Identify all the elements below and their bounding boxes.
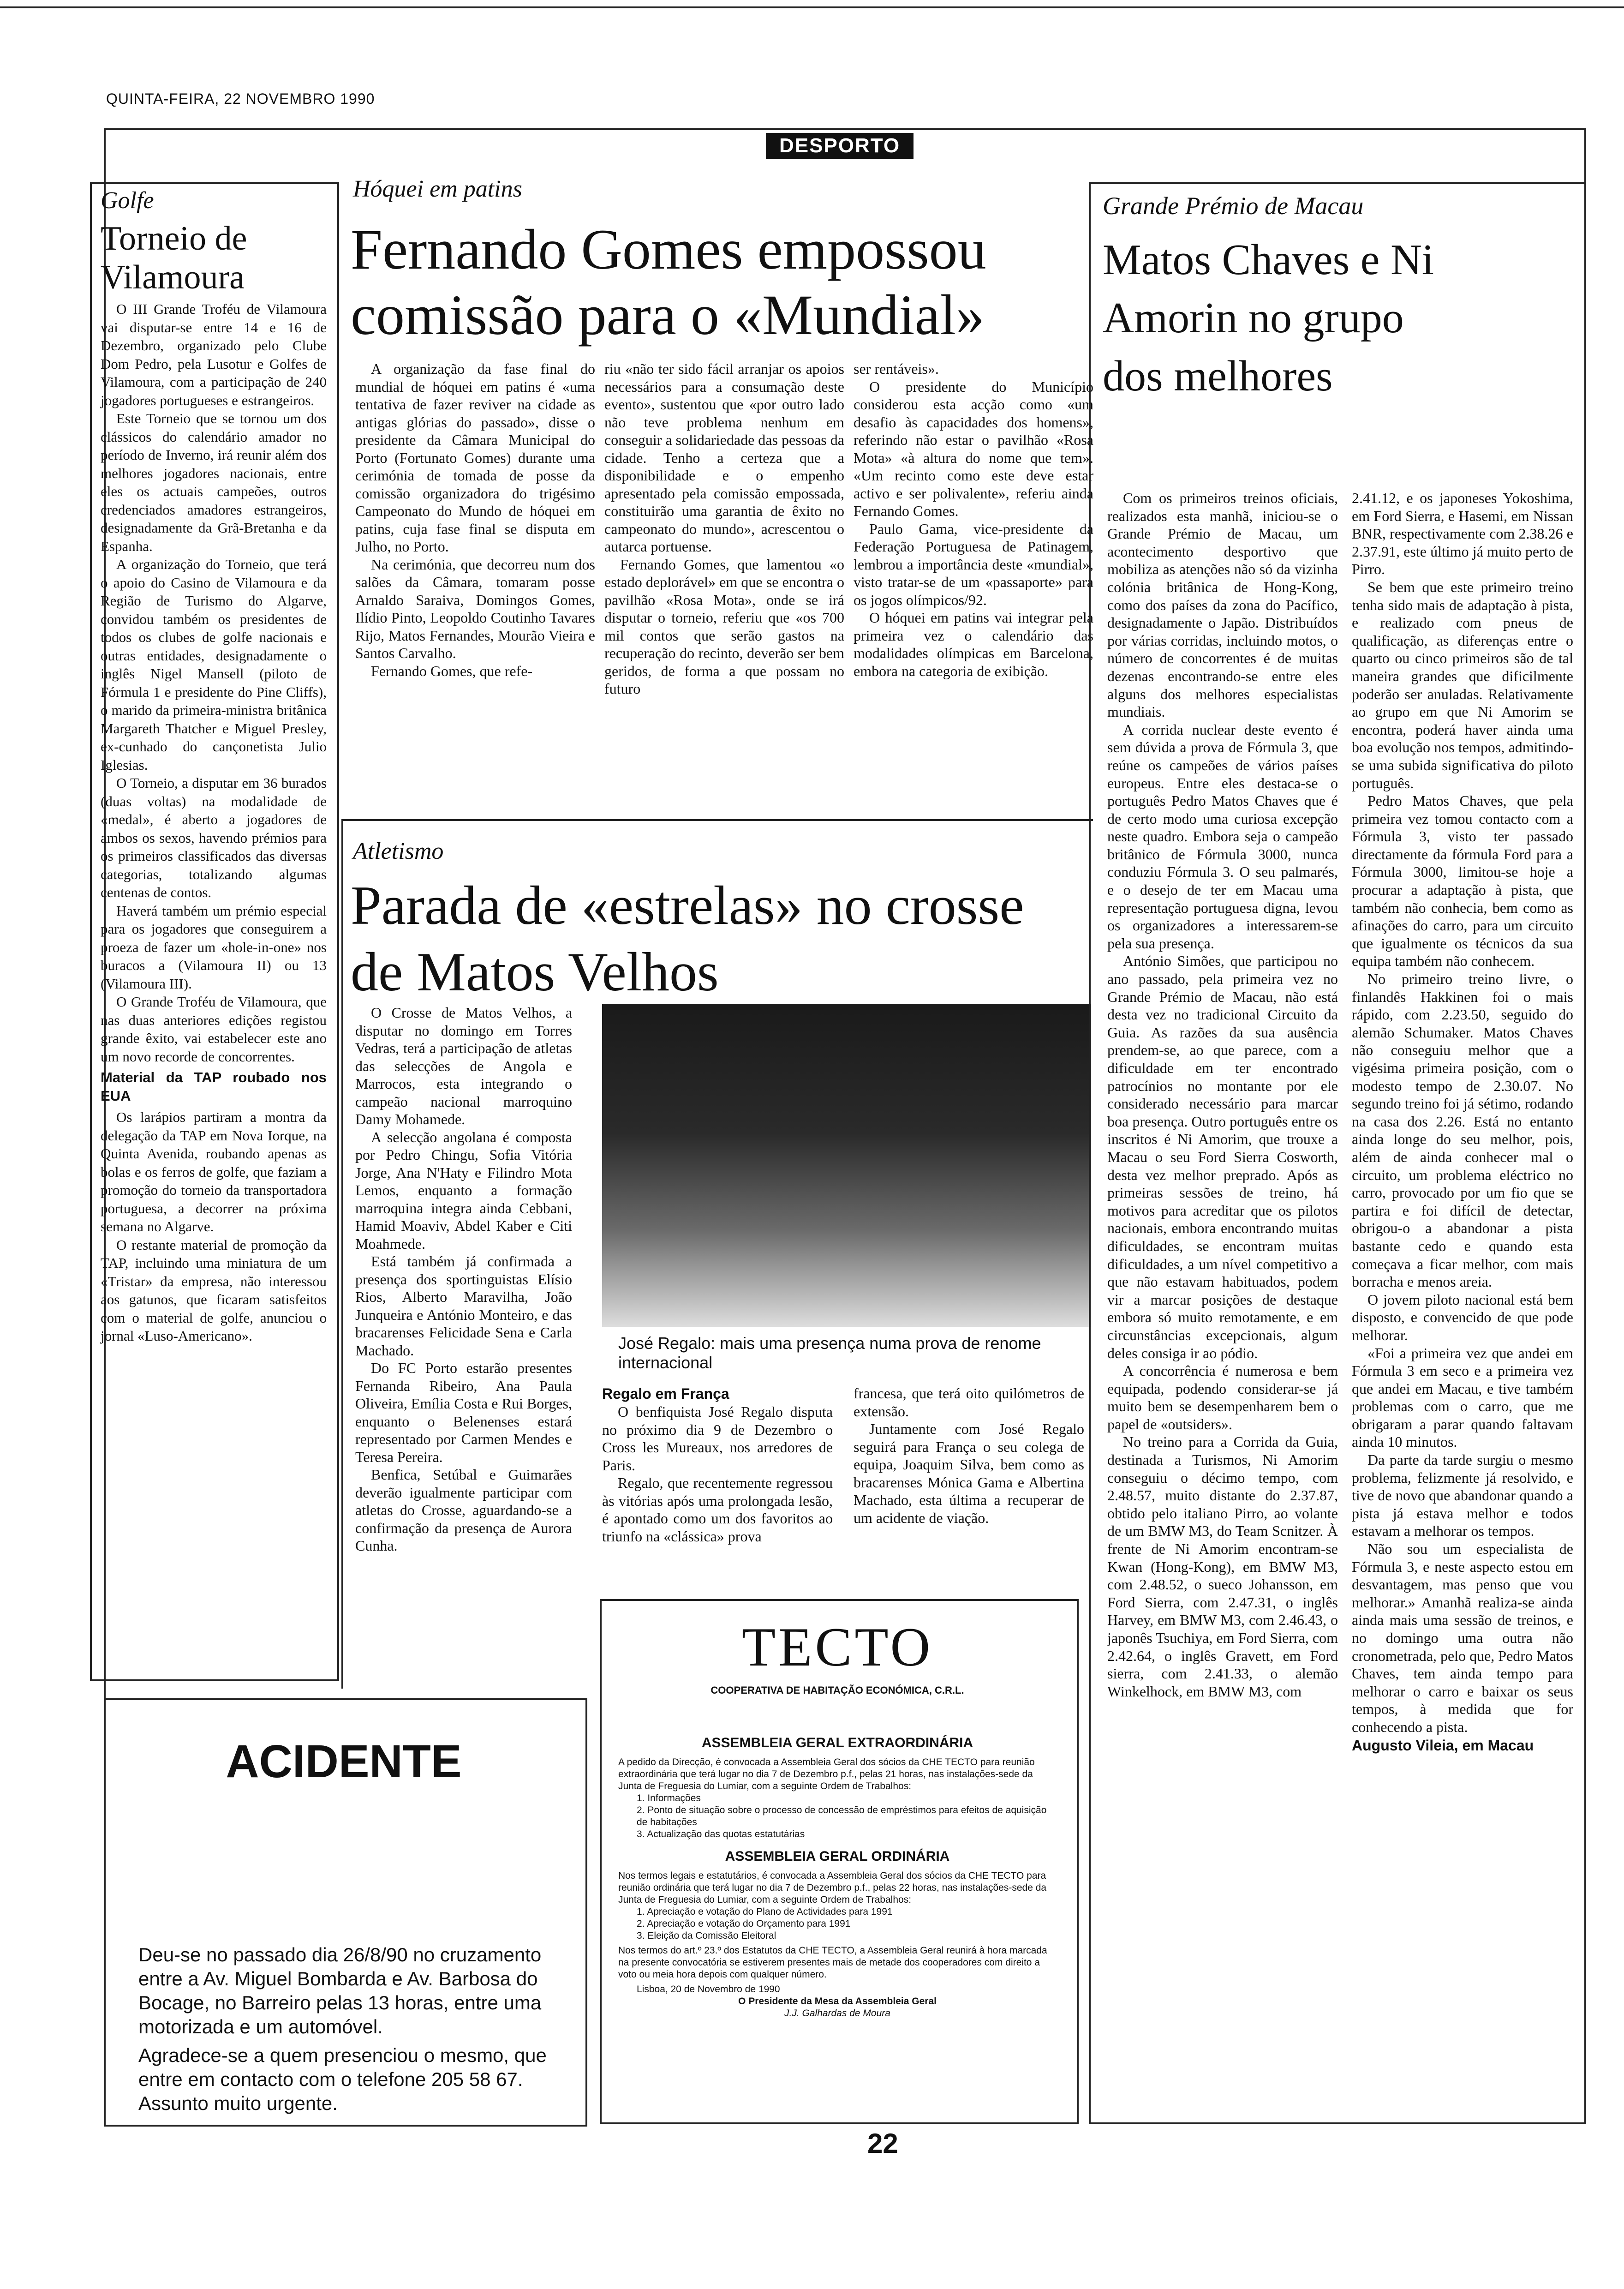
golfe-p: O Torneio, a disputar em 36 burados (duas voltas) na modalidade de «medal», é aberto a jogadores de ambos os sexos, havendo prémios para os primeiros classificados das diversas categorias, totalizando algumas centenas de contos.: [101, 775, 327, 900]
hoquei-p: riu «não ter sido fácil arranjar os apoios necessários para a consumação deste evento», sustentou que «por outro lado não teve problema nenhum em conseguir a solidariedade das pessoas da cidade. Tenho a certeza que a disponibilidade e o empenho apresentado pela comissão empossada, constituirão uma garantia de êxito no campeonato do mundo», acrescentou o autarca portuense.: [604, 360, 844, 555]
acidente-body: [138, 1943, 554, 2115]
tecto-item: 1. Informações: [637, 1793, 701, 1804]
golfe-p: Haverá também um prémio especial para os jogadores que conseguirem a proeza de fazer um «hole-in-one» nos buracos a (Vilamoura II) ou 13 (Vilamoura III).: [101, 902, 327, 992]
atletismo-p: Do FC Porto estarão presentes Fernanda Ribeiro, Ana Paula Oliveira, Emília Costa e Rui Borges, enquanto o Belenenses estará representado por Carmen Mendes e Teresa Pereira.: [355, 1360, 572, 1465]
tecto-h1: ASSEMBLEIA GERAL EXTRAORDINÁRIA: [701, 1735, 973, 1750]
golfe-headline: Torneio de Vilamoura: [101, 220, 247, 296]
macau-p: Se bem que este primeiro treino tenha sido mais de adaptação à pista, e realizado com pneus de qualificação, as diferenças entre o quarto ou cinco primeiros são de tal maneira grandes que dificilmente poderão ser anuladas. Relativamente ao grupo em que Ni Amorim se encontra, poderá haver ainda uma boa evolução nos tempos, admitindo-se uma subida significativa do piloto português.: [1352, 578, 1573, 791]
golfe-subhead: Material da TAP roubado nos EUA: [101, 1069, 327, 1104]
photo-caption: José Regalo: mais uma presença numa prova de renome internacional: [618, 1334, 1041, 1372]
golfe-p: O restante material de promoção da TAP, incluindo uma miniatura de um «Tristar» da empresa, não interessou aos gatunos, que ficaram satisfeitos com o material de golfe, anunciou o jornal «Luso-Americano».: [101, 1236, 327, 1344]
tecto-sig1: O Presidente da Mesa da Assembleia Geral: [738, 1996, 937, 2007]
acidente-text: Deu-se no passado dia 26/8/90 no cruzamento entre a Av. Miguel Bombarda e Av. Barbosa do Bocage, no Barreiro pelas 13 horas, entre uma motorizada e um automóvel.: [138, 1944, 542, 2037]
hoquei-col2: [604, 360, 844, 698]
tecto-sig2: J.J. Galhardas de Moura: [784, 2008, 890, 2019]
page-number: 22: [867, 2128, 898, 2159]
macau-byline: Augusto Vileia, em Macau: [1352, 1737, 1534, 1754]
tecto-item: 2. Ponto de situação sobre o processo de concessão de empréstimos para efeitos de aquisição de habitações: [637, 1805, 1047, 1828]
regalo-subhead: Regalo em França: [602, 1385, 729, 1402]
atletismo-p: Benfica, Setúbal e Guimarães deverão igualmente participar com atletas do Crosse, aguardando-se a confirmação da presença de Aurora Cunha.: [355, 1466, 572, 1554]
hoquei-p: Na cerimónia, que decorreu num dos salões da Câmara, tomaram posse Arnaldo Saraiva, Domingos Gomes, Ilídio Pinto, Leopoldo Coutinho Tavares Rijo, Matos Fernandes, Mourão Vieira e Santos Carvalho.: [355, 556, 595, 661]
macau-p: Da parte da tarde surgiu o mesmo problema, felizmente já resolvido, e tive de novo que abandonar quando a pista já estava melhor e todos estavam a melhorar os tempos.: [1352, 1451, 1573, 1540]
dateline: QUINTA-FEIRA, 22 NOVEMBRO 1990: [106, 90, 375, 107]
golfe-kicker: Golfe: [101, 187, 154, 214]
hoquei-p: O presidente do Município considerou esta acção como «um desafio às capacidades dos homens», referindo não estar o pavilhão «Rosa Mota» «à altura do nome que tem». «Um recinto como este deve estar activo e ser polivalente», referiu ainda Fernando Gomes.: [854, 378, 1093, 519]
macau-p: Com os primeiros treinos oficiais, realizados esta manhã, iniciou-se o Grande Prémio de Macau, um acontecimento desportivo que mobiliza as atenções não só da vizinha colónia britânica de Hong-Kong, como dos países da zona do Pacífico, designadamente o Japão. Distribuídos por várias corridas, incluindo motos, o número de concorrentes é de muitas dezenas encontrando-se entre eles alguns dos melhores especialistas mundiais.: [1107, 490, 1338, 720]
atletismo-col1: [355, 1004, 572, 1555]
tecto-item: 2. Apreciação e votação do Orçamento para 1991: [637, 1918, 851, 1929]
tecto-p1: A pedido da Direcção, é convocada a Assembleia Geral dos sócios da CHE TECTO para reunião extraordinária que terá lugar no dia 7 de Dezembro p.f., pelas 21 horas, nas instalações-sede da Junta de Freguesia do Lumiar, com a seguinte Ordem de Trabalhos:: [618, 1757, 1035, 1792]
macau-p: A corrida nuclear deste evento é sem dúvida a prova de Fórmula 3, que reúne os campeões de vários países europeus. Entre eles destaca-se o português Pedro Matos Chaves que é de certo modo uma curiosa excepção neste quadro. Embora seja o campeão britânico de Fórmula 3000, nunca conduziu Fórmula 3. O seu palmarés, e o desejo de ter em Macau uma representação portuguesa digna, levou os organizadores a interessarem-se pela sua presença.: [1107, 721, 1338, 952]
hoquei-headline: Fernando Gomes empossou comissão para o «Mundial»: [351, 218, 986, 347]
hoquei-kicker: Hóquei em patins: [353, 176, 522, 202]
atletismo-p: O Crosse de Matos Velhos, a disputar no domingo em Torres Vedras, terá a participação de atletas das selecções de Angola e Marrocos, esta integrando o campeão nacional marroquino Damy Mohamede.: [355, 1004, 572, 1127]
section-label: DESPORTO: [766, 133, 914, 159]
macau-col2: [1352, 489, 1573, 1755]
tecto-item: 3. Actualização das quotas estatutárias: [637, 1829, 805, 1840]
macau-p: No treino para a Corrida da Guia, destinada a Turismos, Ni Amorim conseguiu o décimo tempo, com 2.48.57, muito distante do 2.37.87, obtido pelo italiano Pirro, ao volante de um BMW M3, do Team Scnitzer. À frente de Ni Amorim encontram-se Kwan (Hong-Kong), em BMW M3, com 2.48.52, o sueco Johansson, em Ford Sierra, com 2.47.31, o inglês Harvey, em BMW M3, com 2.46.43, o japonês Tsuchiya, em Ford Sierra, com 2.42.64, o inglês Gravett, em Ford sierra, com 2.41.33, o alemão Winkelhock, em BMW M3, com: [1107, 1433, 1338, 1700]
golfe-p: Este Torneio que se tornou um dos clássicos do calendário amador no período de Inverno, irá reunir além dos melhores jogadores nacionais, entre eles os actuais campeões, outros credenciados amadores estrangeiros, designadamente da Grã-Bretanha e da Espanha.: [101, 410, 327, 554]
tecto-date: Lisboa, 20 de Novembro de 1990: [637, 1984, 780, 1995]
atletismo-p: francesa, que terá oito quilómetros de extensão.: [854, 1385, 1084, 1420]
macau-p: 2.41.12, e os japoneses Yokoshima, em Ford Sierra, e Hasemi, em Nissan BNR, respectivamente com 2.38.26 e 2.37.91, este último já muito perto de Pirro.: [1352, 490, 1573, 578]
atletismo-col2: [602, 1384, 833, 1545]
golfe-p: O III Grande Troféu de Vilamoura vai disputar-se entre 14 e 16 de Dezembro, organizado pelo Clube Dom Pedro, pela Lusotur e Golfes de Vilamoura, com a participação de 240 jogadores portugueses e estrangeiros.: [101, 301, 327, 408]
tecto-body: [618, 1735, 1057, 2019]
hoquei-col3: [854, 360, 1093, 680]
atletismo-p: O benfiquista José Regalo disputa no próximo dia 9 de Dezembro o Cross les Mureaux, nos arredores de Paris.: [602, 1403, 833, 1474]
hoquei-p: Fernando Gomes, que refe-: [371, 662, 533, 679]
tecto-p2: Nos termos legais e estatutários, é convocada a Assembleia Geral dos sócios da CHE TECTO para reunião ordinária que terá lugar no dia 7 de Dezembro p.f., pelas 22 horas, nas instalações-sede da Junta de Freguesia do Lumiar, com a seguinte Ordem de Trabalhos:: [618, 1870, 1047, 1905]
tecto-item: 3. Eleição da Comissão Eleitoral: [637, 1930, 776, 1941]
tecto-logo: TECTO: [741, 1616, 933, 1678]
tecto-p3: Nos termos do art.º 23.º dos Estatutos da CHE TECTO, a Assembleia Geral reunirá à hora marcada na presente convocatória se estiverem presentes mais de metade dos cooperadores com direito a voto ou meia hora depois com qualquer número.: [618, 1945, 1047, 1980]
hoquei-p: ser rentáveis».: [854, 360, 939, 377]
golfe-body: [101, 300, 327, 1345]
atletismo-p: Regalo, que recentemente regressou às vitórias após uma prolongada lesão, é apontado como um dos favoritos ao triunfo na «clássica» prova: [602, 1474, 833, 1545]
atletismo-p: A selecção angolana é composta por Pedro Chingu, Sofia Vitória Jorge, Ana N'Haty e Filindro Mota Lemos, enquanto a formação marroquina integra ainda Cebbani, Hamid Moaviv, Abdel Kaber e Citi Moahmede.: [355, 1128, 572, 1252]
atletismo-p: Está também já confirmada a presença dos sportinguistas Elísio Rios, Alberto Maravilha, João Junqueira e António Monteiro, e das bracarenses Felicidade Sena e Carla Machado.: [355, 1253, 572, 1359]
golfe-p: O Grande Troféu de Vilamoura, que nas duas anteriores edições registou grande êxito, vai estabelecer este ano um novo recorde de concorrentes.: [101, 994, 327, 1065]
golfe-p: Os larápios partiram a montra da delegação da TAP em Nova Iorque, na Quinta Avenida, roubando apenas as bolas e os ferros de golfe, que faziam a promoção do torneio da transportadora portuguesa, a decorrer na próxima semana no Algarve.: [101, 1109, 327, 1234]
macau-p: «Foi a primeira vez que andei em Fórmula 3 em seco e a primeira vez que andei em Macau, e tive também problemas com o carro, que me obrigaram a parar quando faltavam ainda 10 minutos.: [1352, 1344, 1573, 1450]
tecto-subtitle: COOPERATIVA DE HABITAÇÃO ECONÓMICA, C.R.L.: [710, 1684, 964, 1696]
hoquei-p: O hóquei em patins vai integrar pela primeira vez o calendário das modalidades olímpicas em Barcelona, embora na categoria de exibição.: [854, 609, 1093, 679]
atletismo-kicker: Atletismo: [353, 838, 444, 864]
acidente-text: Agradece-se a quem presenciou o mesmo, que entre em contacto com o telefone 205 58 67.: [138, 2044, 547, 2090]
hoquei-p: A organização da fase final do mundial de hóquei em patins é «uma tentativa de fazer reviver na cidade as antigas glórias do passado», disse o presidente da Câmara Municipal do Porto (Fortunato Gomes) durante uma cerimónia de tomada de posse da comissão organizadora do trigésimo Campeonato do Mundo de hóquei em patins, cuja fase final se disputa em Julho, no Porto.: [355, 360, 595, 555]
macau-p: O jovem piloto nacional está bem disposto, e convencido de que pode melhorar.: [1352, 1291, 1573, 1343]
tecto-item: 1. Apreciação e votação do Plano de Actividades para 1991: [637, 1906, 893, 1917]
macau-kicker: Grande Prémio de Macau: [1103, 192, 1364, 220]
macau-p: A concorrência é numerosa e bem equipada, podendo considerar-se já muito bem se desempenharem bem o papel de «outsiders».: [1107, 1362, 1338, 1432]
atletismo-p: Juntamente com José Regalo seguirá para França o seu colega de equipa, Joaquim Silva, bem como as bracarenses Mónica Gama e Albertina Machado, esta última a recuperar de um acidente de viação.: [854, 1420, 1084, 1526]
macau-headline: Matos Chaves e Ni Amorin no grupo dos melhores: [1103, 236, 1434, 400]
macau-p: Não sou um especialista de Fórmula 3, e neste aspecto estou em desvantagem, mas penso que vou melhorar.» Amanhã realiza-se ainda ainda mais uma sessão de treinos, e no domingo uma outra não cronometrada, pelo que, Pedro Matos Chaves, tem ainda tempo para melhorar o carro e baixar os seus tempos, à medida que for conhecendo a pista.: [1352, 1540, 1573, 1735]
top-rule: [0, 6, 1624, 8]
tecto-h2: ASSEMBLEIA GERAL ORDINÁRIA: [725, 1849, 950, 1864]
hoquei-p: Fernando Gomes, que lamentou «o estado deplorável» em que se encontra o pavilhão «Rosa Mota», onde se irá disputar o torneio, referiu que «os 700 mil contos que serão gastos na recuperação do recinto, deverão ser bem geridos, de forma a que possam no futuro: [604, 556, 844, 697]
hoquei-col1: [355, 360, 595, 680]
macau-col1: [1107, 489, 1338, 1700]
atletismo-headline: Parada de «estrelas» no crosse de Matos Velhos: [351, 875, 1024, 1002]
macau-p: No primeiro treino livre, o finlandês Hakkinen foi o mais rápido, com 2.23.50, seguido do alemão Schumaker. Matos Chaves não conseguiu melhor que a vigésima primeira posição, com o modesto tempo de 2.30.07. No segundo treino foi já sétimo, rodando na casa dos 2.26. Está no entanto ainda longe do seu melhor, pois, além de ainda conhecer mal o circuito, um problema eléctrico no carro, provocado por um fio que se partira e foi difícil de detectar, obrigou-o a abandonar a pista bastante cedo e quando esta começava a ficar melhor, com mais borracha e menos areia.: [1352, 971, 1573, 1290]
runner-photo: [602, 1004, 1091, 1327]
acidente-title: ACIDENTE: [226, 1736, 462, 1787]
macau-p: Pedro Matos Chaves, que pela primeira vez tomou contacto com a Fórmula 3, visto ter passado directamente da fórmula Ford para a Fórmula 3000, limitou-se hoje a procurar a adaptação à pista, que também não conhecia, bem como as afinações do carro, para um circuito que igualmente os técnicos da sua equipa também não conhecem.: [1352, 792, 1573, 970]
golfe-p: A organização do Torneio, que terá o apoio do Casino de Vilamoura e da Região de Turismo do Algarve, convidou também os presidentes de todos os clubes de golfe nacionais e outras entidades, designadamente o inglês Nigel Mansell (piloto de Fórmula 1 e presidente do Pine Cliffs), o marido da primeira-ministra britânica Margareth Thatcher e Miguel Presley, ex-cunhado do cançonetista Julio Iglesias.: [101, 556, 327, 773]
atletismo-col3: [854, 1384, 1084, 1527]
macau-p: António Simões, que participou no ano passado, pela primeira vez no Grande Prémio de Macau, não está desta vez no tradicional Circuito da Guia. As razões da sua ausência prendem-se, ao que parece, com a dificuldade em ter encontrado patrocínios no montante por ele considerado necessário para marcar boa presença. Outro português entre os inscritos é Ni Amorim, que trouxe a Macau o seu Ford Sierra Cosworth, desta vez melhor preprado. Após as primeiras sessões de treino, há motivos para acreditar que os pilotos nacionais, embora encontrando muitas dificuldades, se encontram muitas dificuldades, a um nível competitivo a que não estavam habituados, podem vir a marcar posições de destaque embora só muito remotamente, e em circunstâncias excepcionais, algum deles consiga ir ao pódio.: [1107, 953, 1338, 1361]
hoquei-p: Paulo Gama, vice-presidente da Federação Portuguesa de Patinagem, lembrou a importância deste «mundial», visto tratar-se de um «passaporte» para os jogos olímpicos/92.: [854, 520, 1093, 608]
acidente-text: Assunto muito urgente.: [138, 2092, 338, 2114]
